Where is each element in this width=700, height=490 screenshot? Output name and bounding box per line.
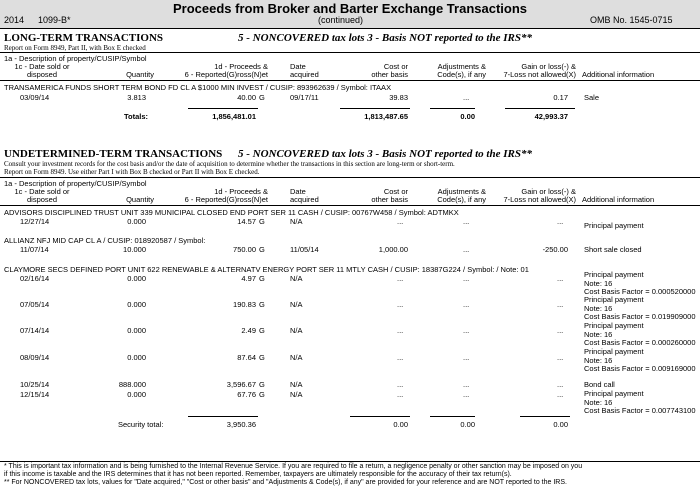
proceeds-code: G xyxy=(259,217,265,226)
date-sold: 02/16/14 xyxy=(20,274,50,283)
cost-basis: ... xyxy=(397,390,404,399)
total-rule xyxy=(188,416,258,417)
additional-info: Bond call xyxy=(584,380,615,389)
col-proceeds-2: 6 - Reported(G)ross(N)et xyxy=(184,70,268,79)
date-acquired: N/A xyxy=(290,353,303,362)
col-gain-2: 7-Loss not allowed(X) xyxy=(503,70,576,79)
date-acquired: N/A xyxy=(290,217,303,226)
proceeds-code: G xyxy=(259,380,265,389)
date-sold: 10/25/14 xyxy=(20,380,50,389)
adjustments: ... xyxy=(463,326,470,335)
quantity: 10.000 xyxy=(123,245,146,254)
total-rule xyxy=(340,108,410,109)
date-acquired: 11/05/14 xyxy=(290,245,319,254)
additional-info: Cost Basis Factor = 0.019909000 xyxy=(584,312,696,321)
additional-info: Cost Basis Factor = 0.007743100 xyxy=(584,406,696,415)
additional-info: Note: 16 xyxy=(584,356,613,365)
undetermined-title: UNDETERMINED-TERM TRANSACTIONS xyxy=(4,148,223,160)
additional-info: Cost Basis Factor = 0.009169000 xyxy=(584,364,696,373)
additional-info: Principal payment xyxy=(584,221,644,230)
divider xyxy=(0,461,700,462)
security-total-proceeds: 3,950.36 xyxy=(226,420,256,429)
additional-info: Principal payment xyxy=(584,295,644,304)
quantity: 0.000 xyxy=(127,326,146,335)
date-acquired: N/A xyxy=(290,274,303,283)
proceeds-code: G xyxy=(259,390,265,399)
totals-gain: 42,993.37 xyxy=(534,112,568,121)
security-total-cost: 0.00 xyxy=(393,420,408,429)
continued-label: (continued) xyxy=(318,15,364,25)
col-date-sold: 1c - Date sold or xyxy=(14,62,70,71)
form-number: 1099-B* xyxy=(38,15,71,25)
col-acquired-2: acquired xyxy=(290,195,319,204)
quantity: 0.000 xyxy=(127,353,146,362)
description-label: 1a - Description of property/CUSIP/Symbol xyxy=(4,54,147,63)
divider xyxy=(0,80,700,81)
col-quantity: Quantity xyxy=(126,195,154,204)
security-description: ADVISORS DISCIPLINED TRUST UNIT 339 MUNICIPAL CLOSED END PORT SER 11 CASH / CUSIP: 00767W458 / Symbol: ADTMKX xyxy=(4,208,459,217)
long-term-subtitle: 5 - NONCOVERED tax lots 3 - Basis NOT reported to the IRS** xyxy=(238,32,532,44)
quantity: 0.000 xyxy=(127,217,146,226)
additional-info: Principal payment xyxy=(584,321,644,330)
gain-loss: ... xyxy=(557,326,564,335)
col-proceeds: 1d - Proceeds & xyxy=(214,62,268,71)
totals-adjust: 0.00 xyxy=(460,112,475,121)
gain-loss: ... xyxy=(557,390,564,399)
quantity: 3.813 xyxy=(127,93,146,102)
security-description: ALLIANZ NFJ MID CAP CL A / CUSIP: 018920587 / Symbol: xyxy=(4,236,206,245)
security-total-label: Security total: xyxy=(118,420,164,429)
additional-info: Cost Basis Factor = 0.000520000 xyxy=(584,287,696,296)
date-sold: 07/14/14 xyxy=(20,326,50,335)
additional-info: Note: 16 xyxy=(584,279,613,288)
total-rule xyxy=(505,108,575,109)
gain-loss: ... xyxy=(557,300,564,309)
cost-basis: ... xyxy=(397,300,404,309)
quantity: 0.000 xyxy=(127,390,146,399)
totals-cost: 1,813,487.65 xyxy=(364,112,408,121)
col-date-sold-2: disposed xyxy=(26,70,58,79)
footer-note: * This is important tax information and is being furnished to the Internal Revenue Service. If you are required to file a return, a negligence penalty or other sanction may be imposed on you xyxy=(4,463,583,470)
totals-label: Totals: xyxy=(124,112,149,121)
proceeds: 4.97 xyxy=(241,274,256,283)
proceeds: 14.57 xyxy=(237,217,256,226)
col-gain: Gain or loss(-) & xyxy=(521,187,576,196)
additional-info: Principal payment xyxy=(584,270,644,279)
undetermined-note: Consult your investment records for the cost basis and/or the date of acquisition to determine whether the transactions in this section are long-term or short-term. xyxy=(4,160,455,168)
col-info: Additional information xyxy=(582,70,655,79)
totals-proceeds: 1,856,481.01 xyxy=(212,112,256,121)
proceeds-code: G xyxy=(259,353,265,362)
proceeds: 67.76 xyxy=(237,390,256,399)
date-acquired: N/A xyxy=(290,380,303,389)
date-sold: 12/27/14 xyxy=(20,217,50,226)
adjustments: ... xyxy=(463,93,470,102)
gain-loss: ... xyxy=(557,217,564,226)
quantity: 0.000 xyxy=(127,274,146,283)
col-date-sold-2: disposed xyxy=(26,195,58,204)
additional-info: Note: 16 xyxy=(584,330,613,339)
date-sold: 12/15/14 xyxy=(20,390,50,399)
date-acquired: N/A xyxy=(290,326,303,335)
additional-info: Principal payment xyxy=(584,347,644,356)
proceeds-code: G xyxy=(259,274,265,283)
total-rule xyxy=(350,416,410,417)
proceeds: 87.64 xyxy=(237,353,256,362)
additional-info: Cost Basis Factor = 0.000260000 xyxy=(584,338,696,347)
proceeds-code: G xyxy=(259,93,265,102)
quantity: 888.000 xyxy=(118,380,146,389)
col-cost-2: other basis xyxy=(371,70,408,79)
col-acquired: Date xyxy=(290,62,306,71)
divider xyxy=(0,205,700,206)
form-title: Proceeds from Broker and Barter Exchange Transactions xyxy=(172,1,527,16)
proceeds-code: G xyxy=(259,245,265,254)
total-rule xyxy=(430,416,475,417)
gain-loss: ... xyxy=(557,380,564,389)
adjustments: ... xyxy=(463,300,470,309)
date-acquired: 09/17/11 xyxy=(290,93,319,102)
cost-basis: ... xyxy=(397,353,404,362)
col-proceeds: 1d - Proceeds & xyxy=(214,187,268,196)
cost-basis: 1,000.00 xyxy=(378,245,408,254)
tax-year: 2014 xyxy=(4,15,25,25)
cost-basis: ... xyxy=(397,274,404,283)
date-sold: 08/09/14 xyxy=(20,353,50,362)
footer-note: ** For NONCOVERED tax lots, values for "Date acquired," "Cost or other basis" and "Adjustments & Code(s), if any" are provided for your reference and are NOT reported to the IRS. xyxy=(4,479,567,486)
gain-loss: -250.00 xyxy=(542,245,568,254)
long-term-title: LONG-TERM TRANSACTIONS xyxy=(4,32,164,44)
gain-loss: ... xyxy=(557,353,564,362)
security-total-adjust: 0.00 xyxy=(460,420,475,429)
security-description: CLAYMORE SECS DEFINED PORT UNIT 622 RENEWABLE & ALTERNATV ENERGY PORT SER 11 MTLY CASH / CUSIP: 18387G224 / Symbol: / Note: 01 xyxy=(4,265,529,274)
col-adjust-2: Code(s), if any xyxy=(437,195,486,204)
cost-basis: ... xyxy=(397,217,404,226)
footer-note: if this income is taxable and the IRS determines that it has not been reported. Remember, taxpayers are ultimately responsible for the accuracy of their tax return(s). xyxy=(4,471,512,478)
undetermined-subtitle: 5 - NONCOVERED tax lots 3 - Basis NOT reported to the IRS** xyxy=(238,148,532,160)
date-sold: 07/05/14 xyxy=(20,300,50,309)
adjustments: ... xyxy=(463,217,470,226)
adjustments: ... xyxy=(463,353,470,362)
col-date-sold: 1c - Date sold or xyxy=(14,187,70,196)
date-acquired: N/A xyxy=(290,300,303,309)
col-info: Additional information xyxy=(582,195,655,204)
additional-info: Sale xyxy=(584,93,600,102)
col-adjust: Adjustments & xyxy=(437,62,486,71)
gain-loss: 0.17 xyxy=(553,93,568,102)
col-gain: Gain or loss(-) & xyxy=(521,62,576,71)
date-acquired: N/A xyxy=(290,390,303,399)
col-adjust-2: Code(s), if any xyxy=(437,70,486,79)
col-cost: Cost or xyxy=(383,187,408,196)
cost-basis: ... xyxy=(397,326,404,335)
cost-basis: ... xyxy=(397,380,404,389)
adjustments: ... xyxy=(463,245,470,254)
additional-info: Short sale closed xyxy=(584,245,642,254)
long-term-note: Report on Form 8949, Part II, with Box E checked xyxy=(4,44,146,52)
col-acquired-2: acquired xyxy=(290,70,319,79)
proceeds: 40.00 xyxy=(237,93,256,102)
security-description: TRANSAMERICA FUNDS SHORT TERM BOND FD CL A $1000 MIN INVEST / CUSIP: 893962639 / Symbol: ITAAX xyxy=(4,83,392,92)
adjustments: ... xyxy=(463,274,470,283)
additional-info: Principal payment xyxy=(584,389,644,398)
proceeds: 3,596.67 xyxy=(226,380,256,389)
additional-info: Note: 16 xyxy=(584,304,613,313)
total-rule xyxy=(188,108,258,109)
col-cost: Cost or xyxy=(383,62,408,71)
col-proceeds-2: 6 - Reported(G)ross(N)et xyxy=(184,195,268,204)
omb-number: OMB No. 1545-0715 xyxy=(590,15,673,25)
proceeds-code: G xyxy=(259,326,265,335)
adjustments: ... xyxy=(463,390,470,399)
security-total-gain: 0.00 xyxy=(553,420,568,429)
description-label: 1a - Description of property/CUSIP/Symbol xyxy=(4,179,147,188)
cost-basis: 39.83 xyxy=(389,93,408,102)
proceeds-code: G xyxy=(259,300,265,309)
col-adjust: Adjustments & xyxy=(437,187,486,196)
col-quantity: Quantity xyxy=(126,70,154,79)
date-sold: 11/07/14 xyxy=(20,245,49,254)
additional-info: Note: 16 xyxy=(584,398,613,407)
form-header xyxy=(0,0,700,29)
col-gain-2: 7-Loss not allowed(X) xyxy=(503,195,576,204)
divider xyxy=(0,177,700,178)
proceeds: 190.83 xyxy=(233,300,256,309)
total-rule xyxy=(430,108,475,109)
gain-loss: ... xyxy=(557,274,564,283)
date-sold: 03/09/14 xyxy=(20,93,50,102)
col-cost-2: other basis xyxy=(371,195,408,204)
quantity: 0.000 xyxy=(127,300,146,309)
proceeds: 2.49 xyxy=(241,326,256,335)
total-rule xyxy=(520,416,570,417)
divider xyxy=(0,52,700,53)
adjustments: ... xyxy=(463,380,470,389)
undetermined-note: Report on Form 8949. Use either Part I with Box B checked or Part II with Box E checked. xyxy=(4,168,260,176)
proceeds: 750.00 xyxy=(233,245,256,254)
col-acquired: Date xyxy=(290,187,306,196)
